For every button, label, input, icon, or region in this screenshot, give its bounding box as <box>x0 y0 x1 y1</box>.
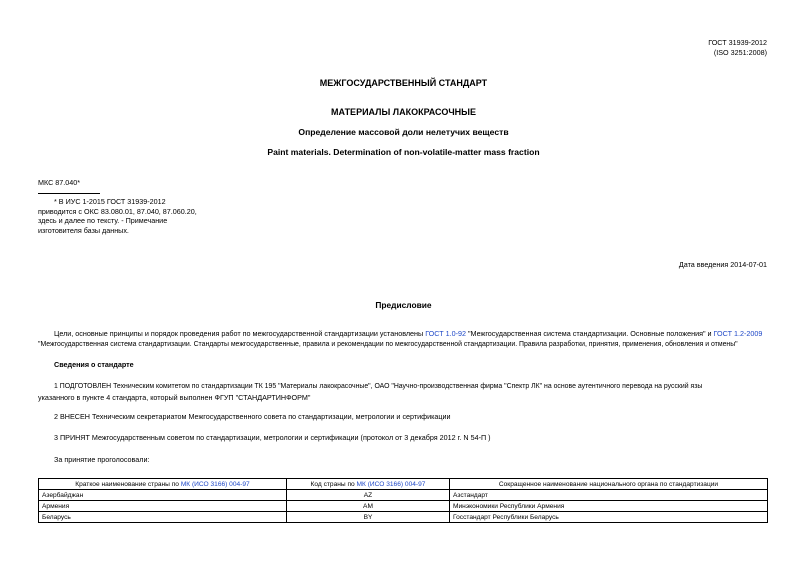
footnote-divider <box>38 193 100 194</box>
doc-number: ГОСТ 31939-2012 <box>708 38 767 47</box>
country-cell: Беларусь <box>39 512 287 523</box>
standards-body-cell: Минэкономики Республики Армения <box>450 501 768 512</box>
item-3-adopted: 3 ПРИНЯТ Межгосударственным советом по стандартизации, метрологии и сертификации (протокол от 3 декабря 2012 г. N 54-П ) <box>54 433 491 442</box>
column-header-standards-body: Сокращенное наименование национального органа по стандартизации <box>450 479 768 490</box>
mk-iso-3166-link[interactable]: МК (ИСО 3166) 004-97 <box>356 480 426 488</box>
voted-label: За принятие проголосовали: <box>54 455 150 464</box>
gost-1-2-2009-link[interactable]: ГОСТ 1.2-2009 <box>713 329 763 338</box>
standard-type-heading: МЕЖГОСУДАРСТВЕННЫЙ СТАНДАРТ <box>319 78 488 88</box>
preface-line-1 <box>38 329 768 340</box>
preface-heading: Предисловие <box>375 300 432 310</box>
table-header-row <box>39 479 768 490</box>
main-title: МАТЕРИАЛЫ ЛАКОКРАСОЧНЫЕ <box>331 107 476 117</box>
about-standard-heading: Сведения о стандарте <box>54 360 134 369</box>
item-2-introduced: 2 ВНЕСЕН Техническим секретариатом Межгосударственного совета по стандартизации, метрологии и сертификации <box>54 412 451 421</box>
preface-text: Цели, основные принципы и порядок проведения работ по межгосударственной стандартизации установлены <box>54 329 426 338</box>
subtitle-ru: Определение массовой доли нелетучих веществ <box>298 127 509 137</box>
column-header-text: Краткое наименование страны по <box>75 480 181 488</box>
code-cell: AZ <box>287 490 450 501</box>
mks-code: МКС 87.040* <box>38 178 81 187</box>
subtitle-en: Paint materials. Determination of non-volatile-matter mass fraction <box>267 147 540 157</box>
column-header-text: Код страны по <box>310 480 357 488</box>
code-cell: AM <box>287 501 450 512</box>
column-header-country <box>39 479 287 490</box>
introduction-date: Дата введения 2014-07-01 <box>678 260 767 269</box>
footnote-line: приводится с ОКС 83.080.01, 87.040, 87.060.20, <box>38 206 197 216</box>
iso-number: (ISO 3251:2008) <box>713 47 767 57</box>
footnote <box>38 197 197 235</box>
standards-body-cell: Азстандарт <box>450 490 768 501</box>
country-cell: Армения <box>39 501 287 512</box>
table-row <box>39 490 768 501</box>
preface-text: "Межгосударственная система стандартизации. Основные положения" и <box>466 329 714 338</box>
footnote-line: изготовителя базы данных. <box>38 225 129 235</box>
footnote-line: здесь и далее по тексту. - Примечание <box>38 216 168 226</box>
preface-paragraph <box>38 329 768 350</box>
table-row <box>39 501 768 512</box>
mk-iso-3166-link[interactable]: МК (ИСО 3166) 004-97 <box>180 480 250 488</box>
preface-line-2: "Межгосударственная система стандартизации. Стандарты межгосударственные, правила и рекомендации по межгосударственной стандартизации. Правила разработки, принятия, применения, обновления и отмены" <box>38 340 738 348</box>
table-row <box>39 512 768 523</box>
footnote-line: * В ИУС 1-2015 ГОСТ 31939-2012 <box>54 197 166 206</box>
countries-table <box>38 478 768 523</box>
item-1-line-2: указанного в пункте 4 стандарта, который выполнен ФГУП "СТАНДАРТИНФОРМ" <box>38 392 311 402</box>
code-cell: BY <box>287 512 450 523</box>
standards-body-cell: Госстандарт Республики Беларусь <box>450 512 768 523</box>
item-1-prepared <box>38 382 768 403</box>
country-cell: Азербайджан <box>39 490 287 501</box>
gost-1-0-92-link[interactable]: ГОСТ 1.0-92 <box>425 329 466 338</box>
item-1-line-1: 1 ПОДГОТОВЛЕН Техническим комитетом по стандартизации ТК 195 "Материалы лакокрасочные", ОАО "Научно-производственная фирма "Спектр ЛК" на основе аутентичного перевода на русский язы <box>54 383 703 390</box>
doc-number-block <box>708 38 767 57</box>
column-header-code <box>287 479 450 490</box>
